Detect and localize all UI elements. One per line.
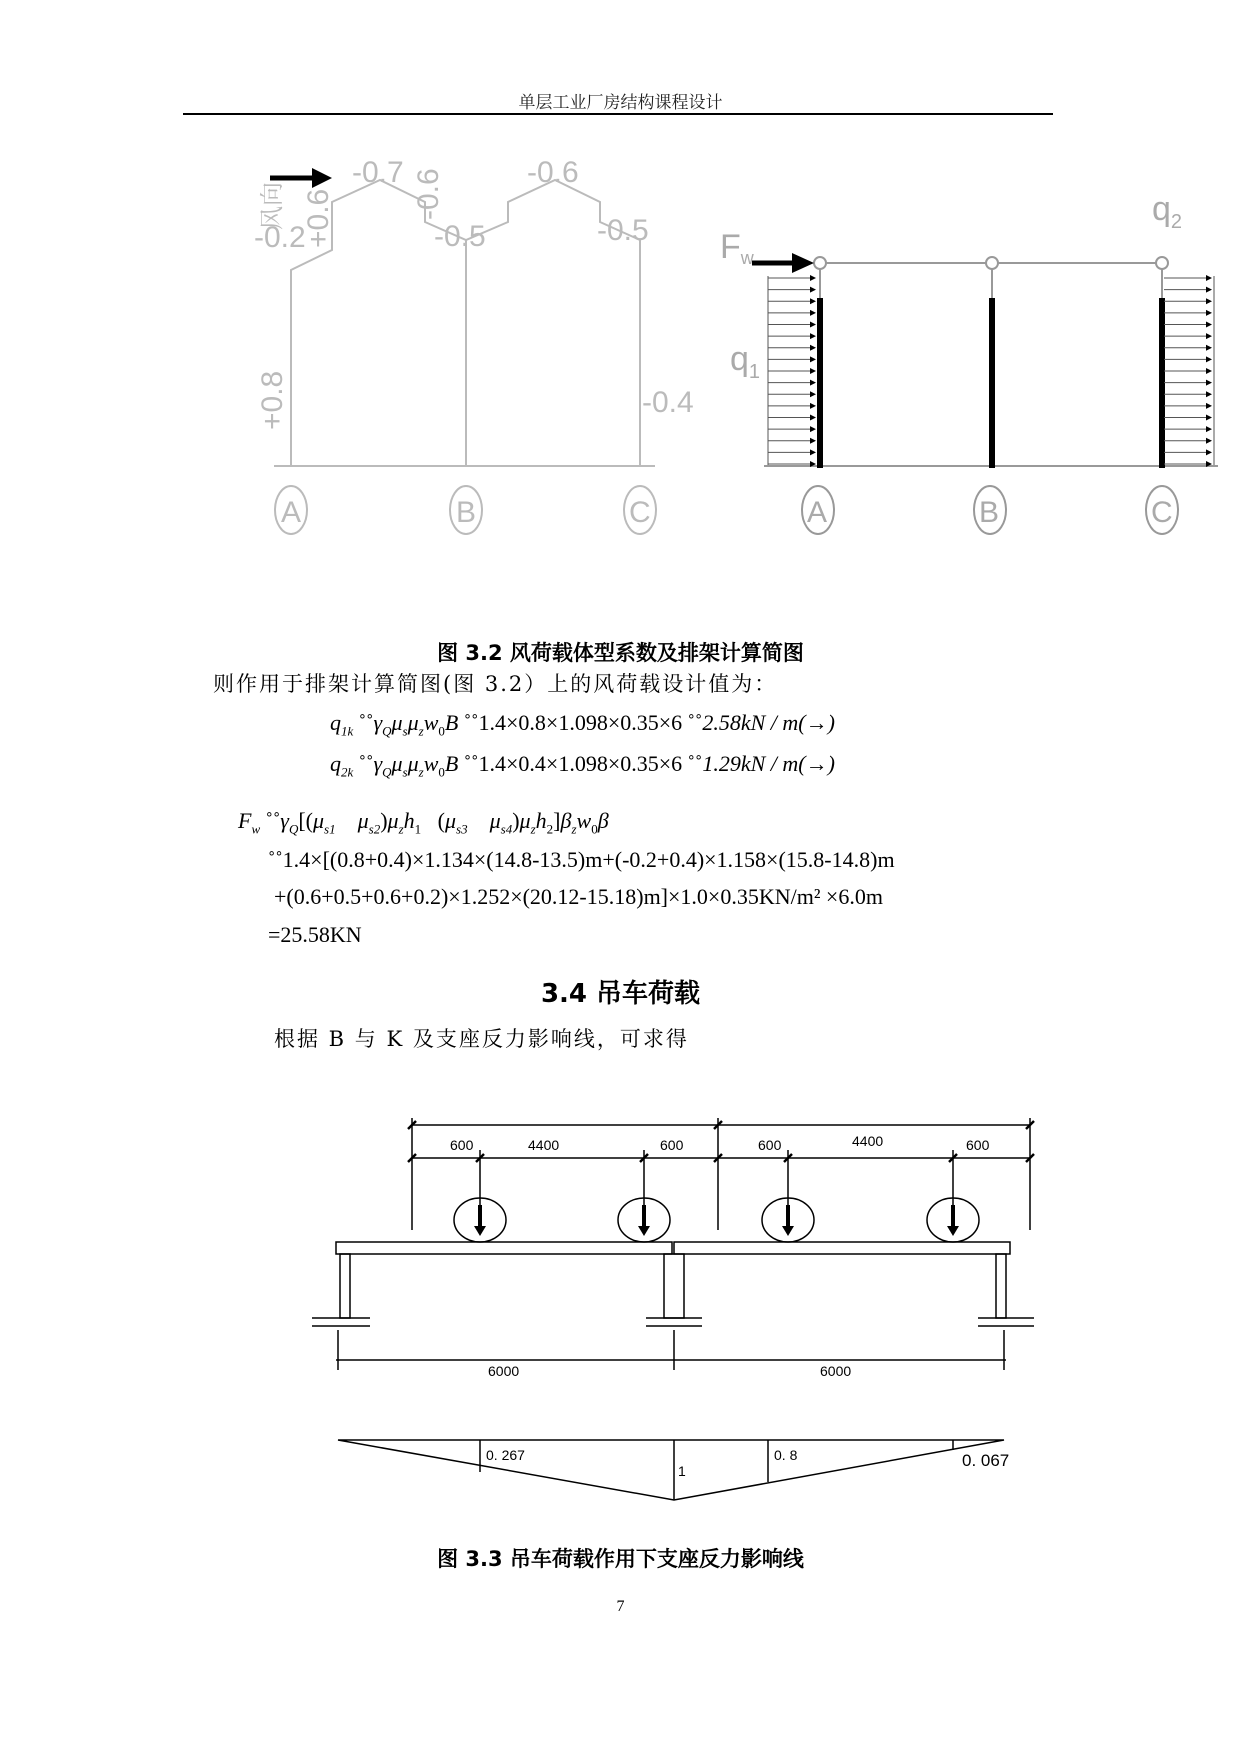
- load-arrow-head: [1206, 345, 1212, 351]
- load-arrow-head: [810, 438, 816, 444]
- load-arrow-head: [810, 322, 816, 328]
- coef-neg-0-5a: -0.5: [434, 220, 486, 253]
- coef-neg-0-5b: -0.5: [597, 214, 649, 247]
- load-arrow-head: [1206, 380, 1212, 386]
- load-arrow-head: [1206, 415, 1212, 421]
- section-title: 3.4 吊车荷载: [540, 979, 701, 1009]
- coef-neg-0-6b: -0.6: [527, 156, 579, 189]
- axis-a-label-r: A: [807, 496, 828, 529]
- page-number: 7: [616, 1598, 625, 1615]
- load-arrow-head: [1206, 287, 1212, 293]
- formula-fw-line2: ˚˚1.4×[(0.8+0.4)×1.134×(14.8-13.5)m+(-0.2+0.4)×1.158×(15.8-14.8)m: [268, 847, 895, 872]
- dim-4400-2: 4400: [852, 1133, 884, 1149]
- load-arrow-head: [1206, 449, 1212, 455]
- dim-600-3: 600: [758, 1137, 782, 1153]
- formula-fw-line4: =25.58KN: [268, 922, 362, 947]
- axis-c-label: C: [629, 496, 651, 529]
- axis-c-label-r: C: [1151, 496, 1173, 529]
- formula-fw: $F_w$ $˚˚\gamma_Q[(\mu_{s1}$ $\mu_{s2})\mu_zh_1$ ($\mu_{s3}$ $\mu_{s4})\mu_zh_2]\beta_zw_0\beta$: [238, 808, 609, 837]
- load-arrow-head: [810, 345, 816, 351]
- figure-3-3-caption: 图 3.3 吊车荷载作用下支座反力影响线: [437, 1547, 804, 1571]
- section-text: 根据 B 与 K 及支座反力影响线，可求得: [274, 1027, 689, 1051]
- wind-direction-label: 风向: [259, 182, 286, 230]
- influence-0-267: 0. 267: [486, 1447, 525, 1463]
- influence-1: 1: [678, 1463, 686, 1479]
- figure-3-3: [0, 1080, 1241, 1520]
- axis-a-label: A: [281, 496, 302, 529]
- q1-load-arrows: [768, 275, 816, 467]
- load-arrow-head: [810, 356, 816, 362]
- load-arrow-head: [810, 426, 816, 432]
- q2-load-arrows: [1164, 275, 1212, 467]
- influence-0-8: 0. 8: [774, 1447, 798, 1463]
- influence-line: [338, 1440, 1004, 1500]
- load-arrow-head: [810, 298, 816, 304]
- load-arrow-head: [810, 391, 816, 397]
- figure-3-2: [0, 130, 1241, 600]
- dim-600-2: 600: [660, 1137, 684, 1153]
- load-arrow-head: [1206, 322, 1212, 328]
- load-arrow-head: [810, 368, 816, 374]
- load-arrow-head: [1206, 333, 1212, 339]
- dim-600-4: 600: [966, 1137, 990, 1153]
- fw-label: Fw: [720, 228, 754, 268]
- load-arrow-head: [810, 287, 816, 293]
- span-6000-2: 6000: [820, 1363, 852, 1379]
- dim-600-1: 600: [450, 1137, 474, 1153]
- load-arrow-head: [1206, 403, 1212, 409]
- load-arrow-head: [1206, 298, 1212, 304]
- load-arrow-head: [810, 380, 816, 386]
- coef-pos-0-6: +0.6: [302, 188, 335, 248]
- load-arrow-head: [1206, 368, 1212, 374]
- axis-b-label: B: [456, 496, 477, 529]
- load-arrow-head: [810, 415, 816, 421]
- influence-0-067: 0. 067: [962, 1451, 1010, 1470]
- load-arrow-head: [1206, 438, 1212, 444]
- load-arrow-head: [810, 310, 816, 316]
- axis-b-label-r: B: [979, 496, 1000, 529]
- figure-3-2-caption: 图 3.2 风荷载体型系数及排架计算简图: [437, 641, 804, 665]
- page-header-title: 单层工业厂房结构课程设计: [518, 93, 723, 113]
- thick-columns: [820, 298, 1162, 468]
- load-arrow-head: [1206, 391, 1212, 397]
- load-arrow-head: [810, 275, 816, 281]
- load-arrow-head: [810, 333, 816, 339]
- intro-text: 则作用于排架计算简图(图 3.2）上的风荷载设计值为：: [213, 672, 778, 696]
- crane-beam-right: [674, 1242, 1010, 1254]
- formula-q1k: $q_{1k}$ $˚˚\gamma_Q\mu_s\mu_zw_0B$ ˚˚1.4×0.8×1.098×0.35×6 ˚˚2.58kN / m(→): [330, 710, 835, 739]
- crane-beam-left: [336, 1242, 672, 1254]
- header-rule: [183, 113, 1053, 115]
- q2-label: $q_2$: [1152, 190, 1183, 233]
- q1-label: $q_1$: [730, 340, 761, 383]
- load-arrow-head: [1206, 310, 1212, 316]
- load-arrow-head: [810, 449, 816, 455]
- coef-neg-0-4: -0.4: [642, 386, 694, 419]
- dim-4400-1: 4400: [528, 1137, 560, 1153]
- load-arrow-head: [1206, 356, 1212, 362]
- coef-neg-0-6a: -0.6: [412, 168, 445, 220]
- formula-q2k: $q_{2k}$ $˚˚\gamma_Q\mu_s\mu_zw_0B$ ˚˚1.4×0.4×1.098×0.35×6 ˚˚1.29kN / m(→): [330, 751, 835, 780]
- formula-fw-line3: +(0.6+0.5+0.6+0.2)×1.252×(20.12-15.18)m]×1.0×0.35KN/m² ×6.0m: [274, 884, 883, 909]
- span-6000-1: 6000: [488, 1363, 520, 1379]
- fw-arrow: [752, 253, 814, 273]
- load-arrow-head: [1206, 275, 1212, 281]
- coef-neg-0-2: -0.2: [254, 221, 306, 254]
- coef-pos-0-8: +0.8: [256, 370, 289, 430]
- load-arrow-head: [810, 403, 816, 409]
- coef-neg-0-7: -0.7: [352, 156, 404, 189]
- load-arrow-head: [1206, 426, 1212, 432]
